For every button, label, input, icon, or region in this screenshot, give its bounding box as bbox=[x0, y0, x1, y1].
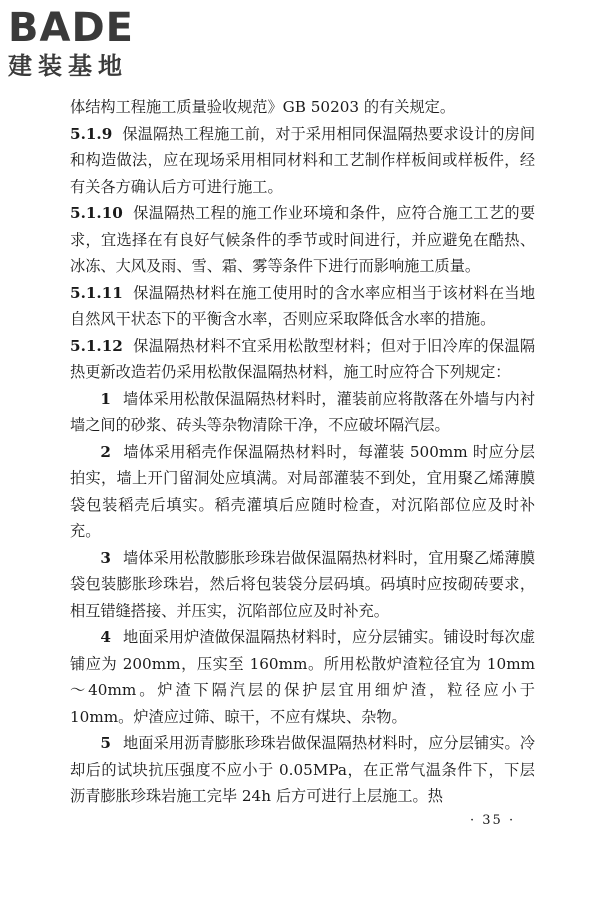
item-number: 2 bbox=[100, 442, 111, 461]
clause-5-1-11 bbox=[70, 280, 535, 333]
page-number: · 35 · bbox=[470, 813, 516, 828]
clause-number: 5.1.10 bbox=[70, 204, 123, 222]
logo-subtitle: 建装基地 bbox=[8, 52, 128, 80]
item-number: 3 bbox=[100, 548, 111, 567]
clause-text: 保温隔热工程施工前，对于采用相同保温隔热要求设计的房间和构造做法，应在现场采用相同材料和工艺制作样板间或样板件，经有关各方确认后方可进行施工。 bbox=[70, 124, 535, 196]
item-text: 地面采用炉渣做保温隔热材料时，应分层铺实。铺设时每次虚铺应为 200mm，压实至 160mm。所用松散炉渣粒径宜为 10mm～40mm。炉渣下隔汽层的保护层宜用细炉渣，粒径应小于 10mm。炉渣应过筛、晾干，不应有煤块、杂物。 bbox=[70, 628, 535, 726]
clause-number: 5.1.12 bbox=[70, 336, 123, 355]
clause-number: 5.1.9 bbox=[70, 124, 113, 143]
item-text: 墙体采用松散保温隔热材料时，灌装前应将散落在外墙与内衬墙之间的砂浆、砖头等杂物清除干净，不应破坏隔汽层。 bbox=[70, 389, 535, 434]
item-text: 墙体采用松散膨胀珍珠岩做保温隔热材料时，宜用聚乙烯薄膜袋包装膨胀珍珠岩，然后将包装袋分层码填。码填时应按砌砖要求，相互错缝搭接、并压实，沉陷部位应及时补充。 bbox=[70, 548, 535, 620]
item-number: 4 bbox=[100, 628, 111, 646]
item-number: 5 bbox=[100, 734, 111, 752]
clause-5-1-10 bbox=[70, 200, 535, 280]
continuation-paragraph: 体结构工程施工质量验收规范》GB 50203 的有关规定。 bbox=[70, 98, 456, 116]
clause-5-1-12 bbox=[70, 333, 535, 386]
page-body bbox=[70, 94, 535, 810]
logo-wordmark: BADE bbox=[8, 5, 134, 51]
clause-text: 保温隔热材料在施工使用时的含水率应相当于该材料在当地自然风干状态下的平衡含水率，否则应采取降低含水率的措施。 bbox=[70, 283, 535, 328]
clause-text: 保温隔热工程的施工作业环境和条件，应符合施工工艺的要求，宜选择在有良好气候条件的季节或时间进行，并应避免在酷热、冰冻、大风及雨、雪、霜、雾等条件下进行而影响施工质量。 bbox=[70, 204, 535, 275]
list-item bbox=[70, 545, 535, 625]
clause-text: 保温隔热材料不宜采用松散型材料；但对于旧冷库的保温隔热更新改造若仍采用松散保温隔热材料，施工时应符合下列规定： bbox=[70, 336, 535, 381]
item-text: 墙体采用稻壳作保温隔热材料时，每灌装 500mm 时应分层拍实，墙上开门留洞处应填满。对局部灌装不到处，宜用聚乙烯薄膜袋包装稻壳后填实。稻壳灌填后应随时检查，对沉陷部位应及时补充。 bbox=[70, 442, 535, 540]
item-text: 地面采用沥青膨胀珍珠岩做保温隔热材料时，应分层铺实。冷却后的试块抗压强度不应小于 0.05MPa，在正常气温条件下，下层沥青膨胀珍珠岩施工完毕 24h 后方可进行上层施工。热 bbox=[70, 734, 535, 805]
brand-logo bbox=[8, 6, 134, 80]
list-item bbox=[70, 439, 535, 545]
item-number: 1 bbox=[100, 389, 111, 408]
list-item bbox=[70, 386, 535, 439]
clause-5-1-9 bbox=[70, 121, 535, 201]
list-item bbox=[70, 624, 535, 730]
clause-number: 5.1.11 bbox=[70, 283, 123, 302]
list-item bbox=[70, 730, 535, 810]
